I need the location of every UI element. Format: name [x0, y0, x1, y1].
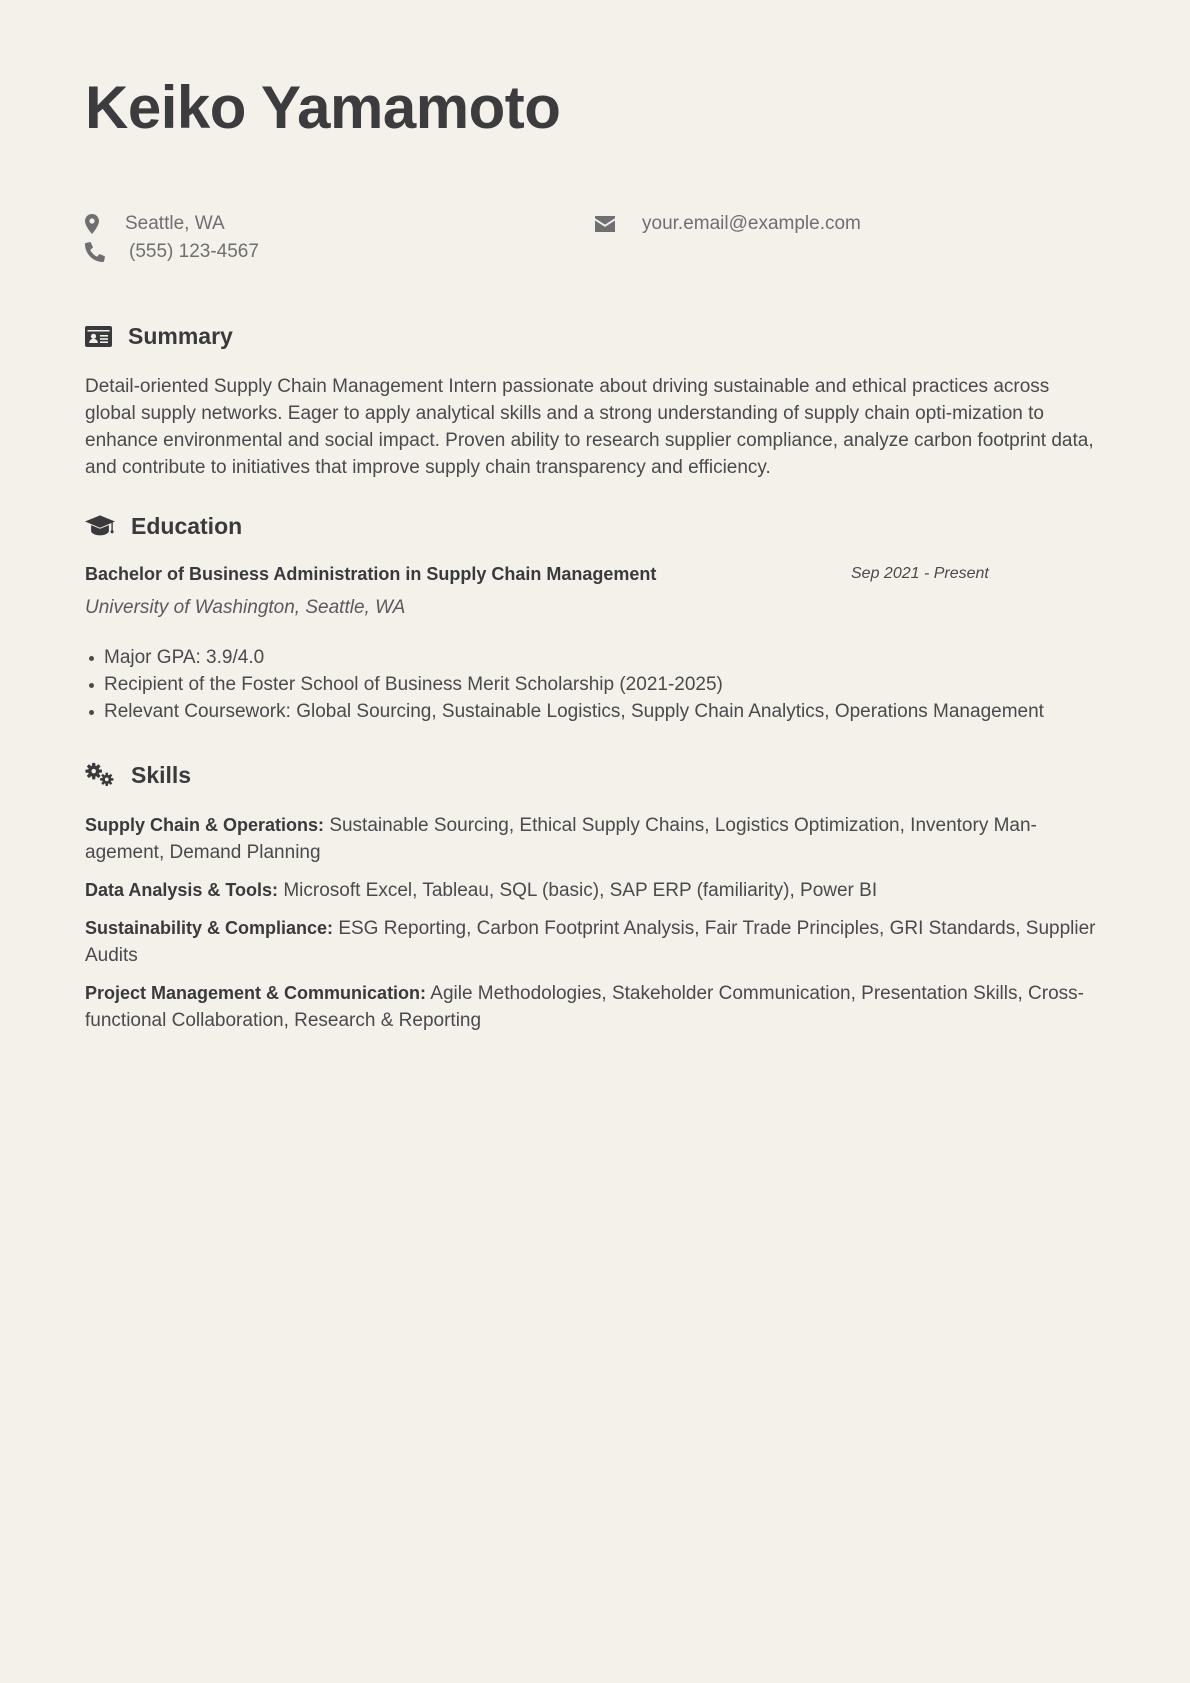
graduation-cap-icon [85, 515, 115, 537]
phone-link[interactable]: (555) 123-4567 [129, 241, 259, 262]
candidate-name: Keiko Yamamoto [85, 74, 561, 141]
skills-title: Skills [131, 761, 192, 788]
skill-category: Data Analysis & Tools: [85, 880, 279, 900]
skill-values: Agile Methodologies, Stakeholder Communication, Presentation Skills, Cross-functional Collaboration, Research & Reporting [85, 983, 1084, 1031]
skill-row [85, 812, 1105, 866]
contact-location [85, 211, 225, 237]
list-item: Recipient of the Foster School of Business Merit Scholarship (2021-2025) [104, 671, 1124, 698]
summary-title: Summary [128, 322, 233, 349]
skill-row [85, 877, 1105, 904]
education-bullets [85, 644, 1124, 725]
skill-category: Supply Chain & Operations: [85, 815, 325, 835]
skill-row [85, 915, 1105, 969]
skill-row [85, 980, 1105, 1034]
skills-list [85, 812, 1105, 1045]
skill-values: Sustainable Sourcing, Ethical Supply Chains, Logistics Optimization, Inventory Man-agement, Demand Planning [85, 815, 1037, 863]
skill-values: ESG Reporting, Carbon Footprint Analysis, Fair Trade Principles, GRI Standards, Supplier Audits [85, 918, 1096, 966]
summary-heading [85, 320, 233, 352]
map-marker-icon [85, 213, 107, 235]
envelope-icon [595, 213, 617, 235]
contact-phone [85, 239, 259, 265]
skills-heading [85, 759, 191, 791]
education-dates: Sep 2021 - Present [851, 565, 989, 582]
contact-email [595, 211, 861, 237]
degree-title: Bachelor of Business Administration in Supply Chain Management [85, 564, 657, 584]
location-text: Seattle, WA [125, 213, 225, 234]
phone-icon [85, 241, 107, 263]
education-title: Education [131, 512, 243, 539]
summary-text: Detail-oriented Supply Chain Management Intern passionate about driving sustainable and ethical practices across global supply networks. Eager to apply analytical skills and a strong understanding of supply chain opti-mization to enhance environmental and social impact. Proven ability to research supplier compliance, analyze carbon footprint data, and contribute to initiatives that improve supply chain transparency and efficiency. [85, 376, 1094, 478]
list-item: Major GPA: 3.9/4.0 [104, 644, 1124, 671]
school-name: University of Washington, Seattle, WA [85, 597, 406, 618]
skill-category: Sustainability & Compliance: [85, 918, 334, 938]
skill-values: Microsoft Excel, Tableau, SQL (basic), SAP ERP (familiarity), Power BI [283, 880, 878, 901]
gears-icon [85, 762, 115, 788]
email-link[interactable]: your.email@example.com [642, 213, 861, 234]
skill-category: Project Management & Communication: [85, 983, 427, 1003]
list-item: Relevant Coursework: Global Sourcing, Sustainable Logistics, Supply Chain Analytics, Operations Management [104, 698, 1124, 725]
education-heading [85, 510, 242, 542]
id-card-icon [85, 326, 115, 347]
